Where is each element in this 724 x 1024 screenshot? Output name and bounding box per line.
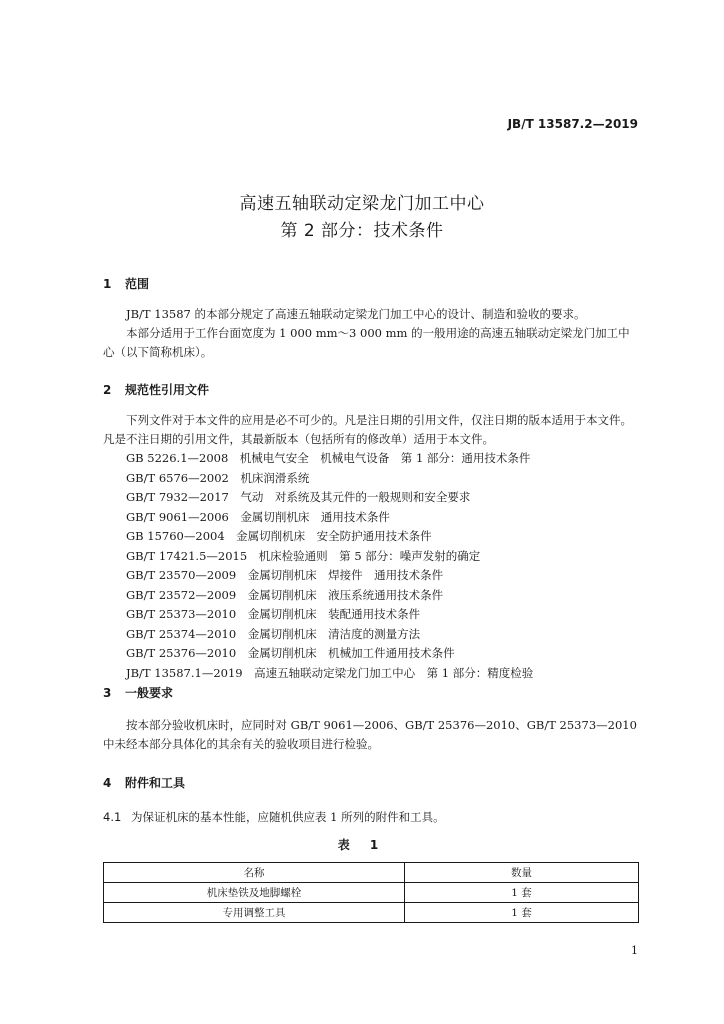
table-cell: 机床垫铁及地脚螺栓	[104, 883, 405, 903]
reference-item: GB/T 9061—2006 金属切削机床 通用技术条件	[126, 509, 390, 524]
table-cell: 1 套	[405, 903, 639, 923]
section-number: 4	[103, 776, 112, 790]
section-1-heading	[103, 275, 149, 292]
reference-item: GB/T 6576—2002 机床润滑系统	[126, 470, 310, 485]
table-cell: 专用调整工具	[104, 903, 405, 923]
accessories-table	[103, 862, 639, 923]
column-header-name: 名称	[104, 863, 405, 883]
section-title: 范围	[125, 277, 150, 291]
section-1-paragraph-2: 本部分适用于工作台面宽度为 1 000 mm～3 000 mm 的一般用途的高速五轴联动定梁龙门加工中心（以下简称机床）。	[103, 326, 630, 359]
clause-4-1	[103, 809, 445, 825]
section-2-heading	[103, 381, 209, 398]
reference-item: GB/T 23572—2009 金属切削机床 液压系统通用技术条件	[126, 587, 444, 602]
section-number: 2	[103, 383, 112, 397]
table-caption: 表 1	[337, 838, 387, 852]
section-2-paragraph-1: 下列文件对于本文件的应用是必不可少的。凡是注日期的引用文件，仅注日期的版本适用于本文件。凡是不注日期的引用文件，其最新版本（包括所有的修改单）适用于本文件。	[103, 413, 632, 446]
normative-references-list	[126, 449, 533, 683]
column-header-quantity: 数量	[405, 863, 639, 883]
reference-item: GB/T 17421.5—2015 机床检验通则 第 5 部分：噪声发射的确定	[126, 548, 481, 563]
reference-item: GB 15760—2004 金属切削机床 安全防护通用技术条件	[126, 529, 432, 543]
section-3-paragraph-1: 按本部分验收机床时，应同时对 GB/T 9061—2006、GB/T 25376—2010、GB/T 25373—2010 中未经本部分具体化的其余有关的验收项目进行检验。	[103, 718, 637, 751]
section-title: 一般要求	[125, 686, 174, 700]
section-title: 规范性引用文件	[125, 383, 210, 397]
reference-item: JB/T 13587.1—2019 高速五轴联动定梁龙门加工中心 第 1 部分：精度检验	[126, 665, 534, 680]
section-number: 3	[103, 686, 112, 700]
section-1-paragraph-1: JB/T 13587 的本部分规定了高速五轴联动定梁龙门加工中心的设计、制造和验收的要求。	[126, 307, 586, 321]
reference-item: GB 5226.1—2008 机械电气安全 机械电气设备 第 1 部分：通用技术条件	[126, 451, 531, 465]
section-number: 1	[103, 277, 112, 291]
reference-item: GB/T 23570—2009 金属切削机床 焊接件 通用技术条件	[126, 568, 444, 582]
clause-number: 4.1	[103, 810, 122, 824]
page-number: 1	[631, 944, 638, 957]
reference-item: GB/T 7932—2017 气动 对系统及其元件的一般规则和安全要求	[126, 490, 471, 504]
table-row	[104, 903, 639, 923]
section-4-heading	[103, 774, 185, 791]
reference-item: GB/T 25374—2010 金属切削机床 清洁度的测量方法	[126, 626, 421, 641]
section-3-heading	[103, 684, 173, 701]
standard-code: JB/T 13587.2—2019	[507, 117, 638, 131]
document-title-line2: 第 2 部分：技术条件	[280, 221, 444, 241]
clause-text: 为保证机床的基本性能，应随机供应表 1 所列的附件和工具。	[131, 810, 445, 824]
table-cell: 1 套	[405, 883, 639, 903]
table-header-row	[104, 863, 639, 883]
table-row	[104, 883, 639, 903]
section-title: 附件和工具	[125, 776, 186, 790]
reference-item: GB/T 25373—2010 金属切削机床 装配通用技术条件	[126, 607, 421, 621]
reference-item: GB/T 25376—2010 金属切削机床 机械加工件通用技术条件	[126, 646, 455, 660]
document-title-line1: 高速五轴联动定梁龙门加工中心	[239, 194, 485, 214]
